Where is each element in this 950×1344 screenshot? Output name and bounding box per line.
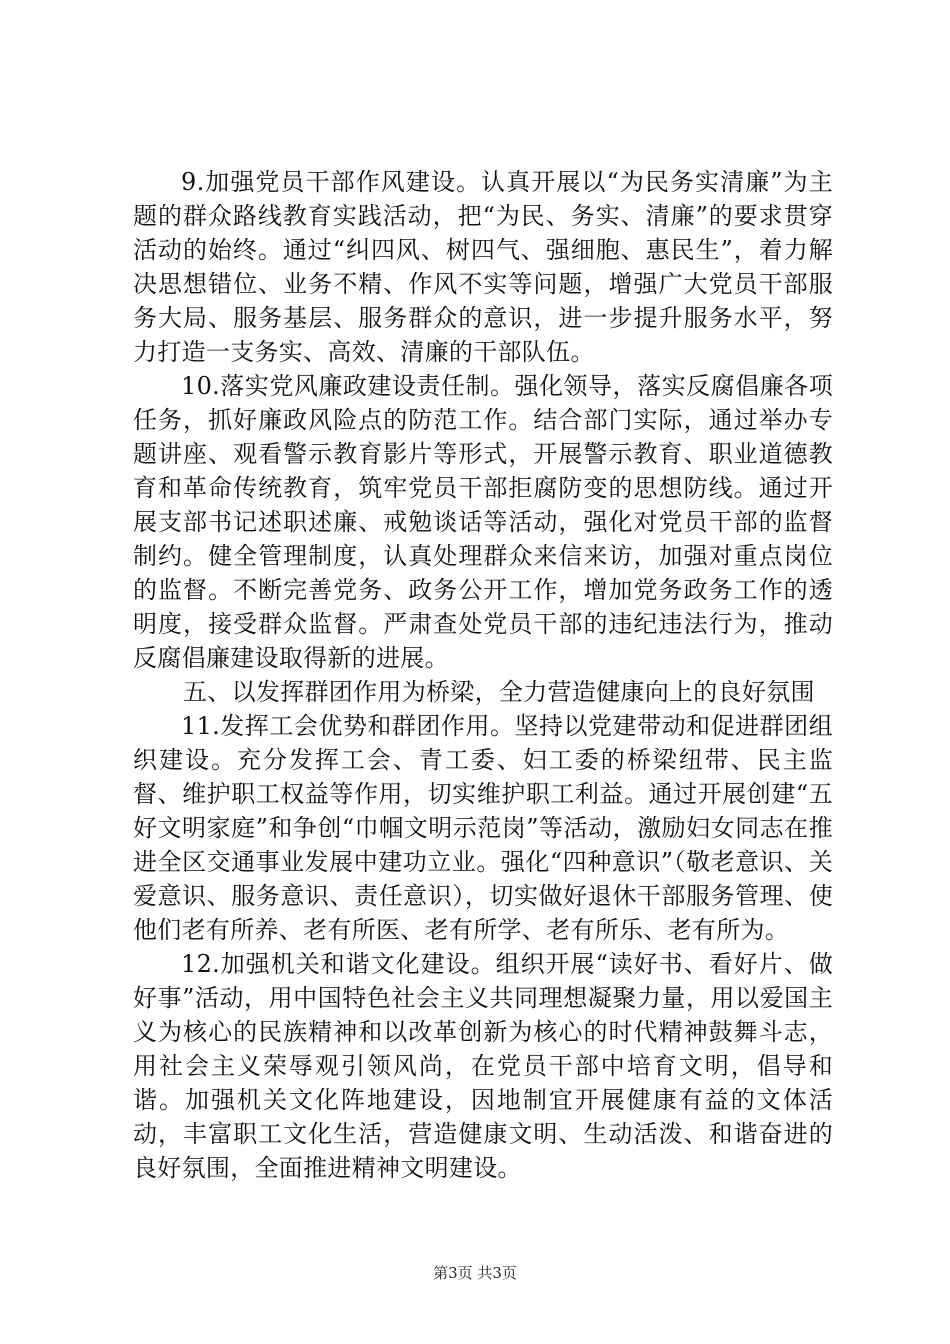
section-heading-5: 五、以发挥群团作用为桥梁，全力营造健康向上的良好氛围 bbox=[183, 678, 815, 706]
document-body bbox=[133, 165, 833, 1185]
paragraph-9-cadre-style: 9.加强党员干部作风建设。认真开展以“为民务实清廉”为主题的群众路线教育实践活动，把“为民、务实、清廉”的要求贯穿活动的始终。通过“纠四风、树四气、强细胞、惠民生”，着力解决思想错位、业务不精、作风不实等问题，增强广大党员干部服务大局、服务基层、服务群众的意识，进一步提升服务水平，努力打造一支务实、高效、清廉的干部队伍。 bbox=[133, 168, 833, 366]
paragraph-11-union: 11.发挥工会优势和群团作用。坚持以党建带动和促进群团组织建设。充分发挥工会、青工委、妇工委的桥梁纽带、民主监督、维护职工权益等作用，切实维护职工利益。通过开展创建“五好文明家庭”和争创“巾帼文明示范岗”等活动，激励妇女同志在推进全区交通事业发展中建功立业。强化“四种意识”（敬老意识、关爱意识、服务意识、责任意识），切实做好退休干部服务管理、使他们老有所养、老有所医、老有所学、老有所乐、老有所为。 bbox=[133, 712, 833, 944]
paragraph-12-culture: 12.加强机关和谐文化建设。组织开展“读好书、看好片、做好事”活动，用中国特色社会主义共同理想凝聚力量，用以爱国主义为核心的民族精神和以改革创新为核心的时代精神鼓舞斗志，用社会主义荣辱观引领风尚，在党员干部中培育文明，倡导和谐。加强机关文化阵地建设，因地制宜开展健康有益的文体活动，丰富职工文化生活，营造健康文明、生动活泼、和谐奋进的良好氛围，全面推进精神文明建设。 bbox=[133, 950, 833, 1182]
paragraph-10-anti-corruption: 10.落实党风廉政建设责任制。强化领导，落实反腐倡廉各项任务，抓好廉政风险点的防范工作。结合部门实际，通过举办专题讲座、观看警示教育影片等形式，开展警示教育、职业道德教育和革命传统教育，筑牢党员干部拒腐防变的思想防线。通过开展支部书记述职述廉、戒勉谈话等活动，强化对党员干部的监督制约。健全管理制度，认真处理群众来信来访，加强对重点岗位的监督。不断完善党务、政务公开工作，增加党务政务工作的透明度，接受群众监督。严肃查处党员干部的违纪违法行为，推动反腐倡廉建设取得新的进展。 bbox=[133, 372, 833, 672]
page-number-footer: 第3页 共3页 bbox=[433, 1264, 517, 1282]
